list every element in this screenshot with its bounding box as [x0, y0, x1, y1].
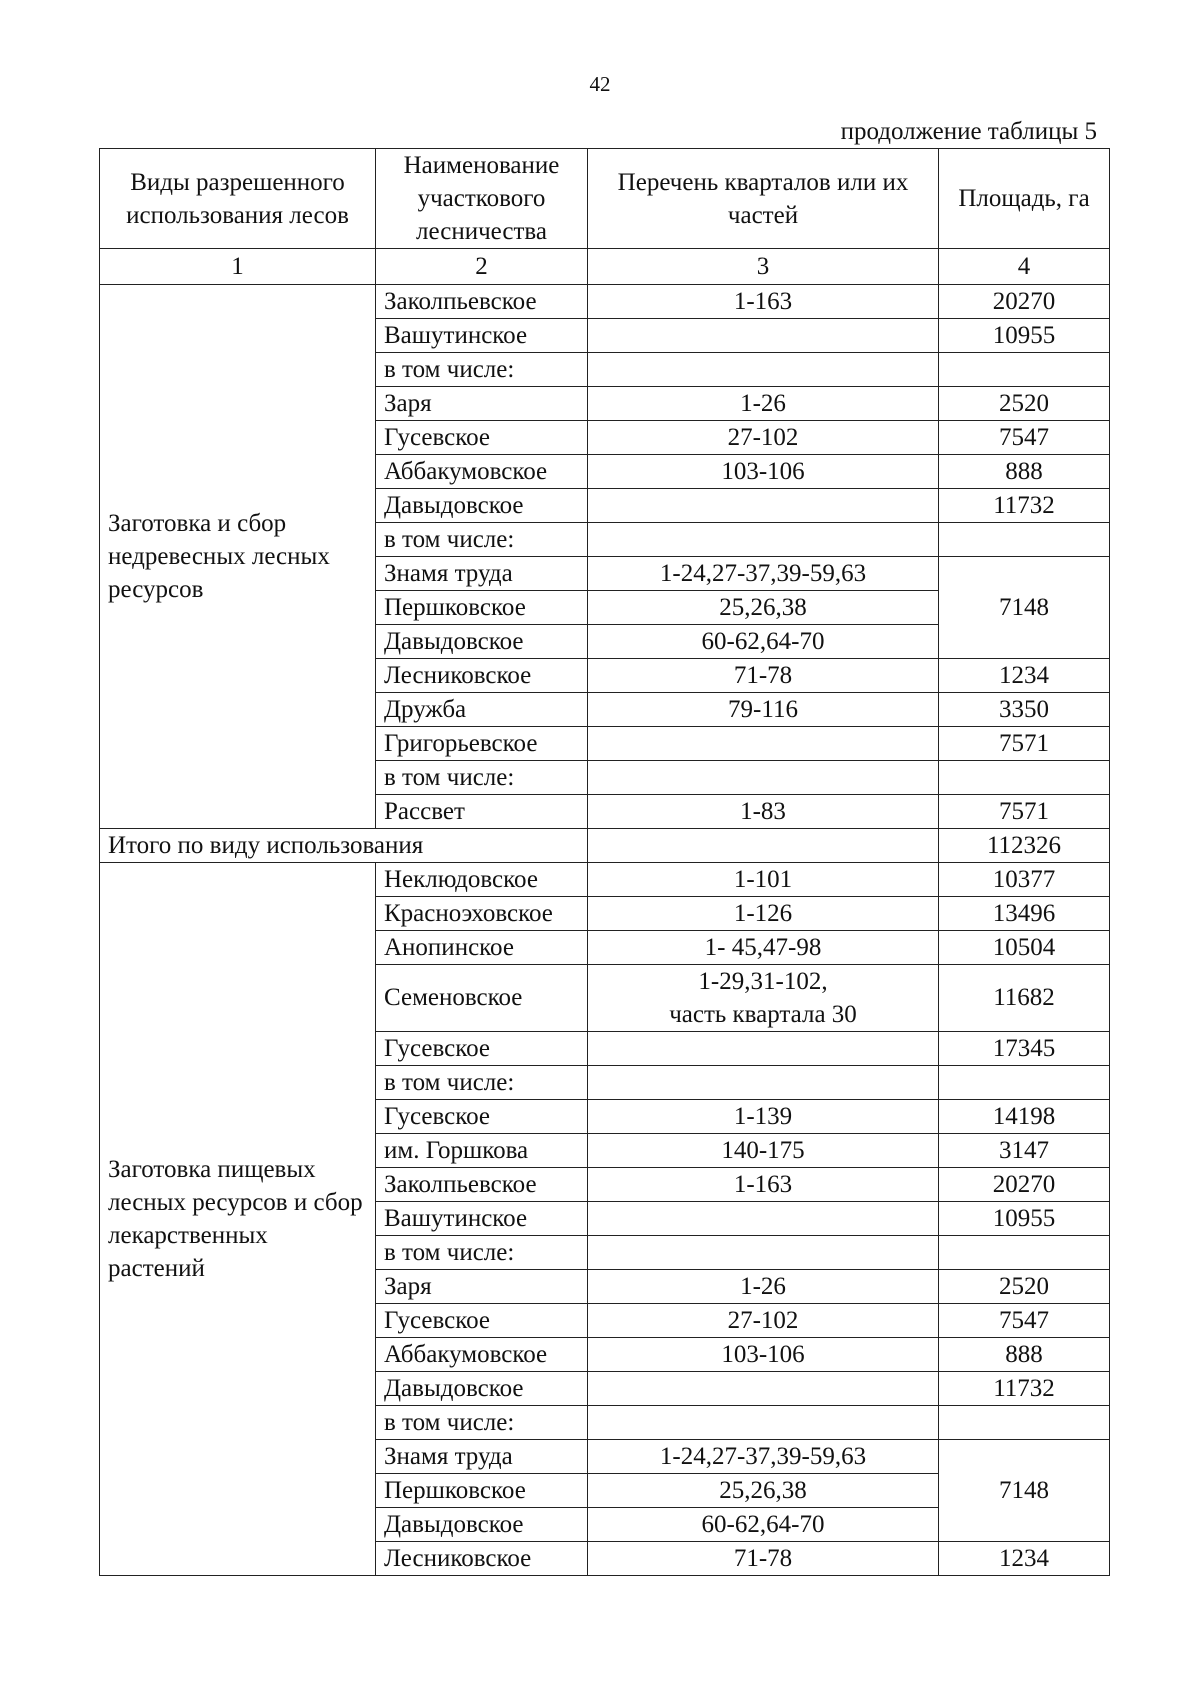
area: 7547 [939, 421, 1110, 455]
forestry-name: в том числе: [376, 1236, 588, 1270]
column-number-row [100, 249, 1110, 285]
forestry-name: Лесниковское [376, 659, 588, 693]
quarters [588, 1202, 939, 1236]
quarters: 25,26,38 [588, 1474, 939, 1508]
quarters-line: часть квартала 30 [669, 1001, 857, 1028]
area: 1234 [939, 1542, 1110, 1576]
forestry-name: им. Горшкова [376, 1134, 588, 1168]
area: 11682 [939, 965, 1110, 1032]
quarters: 1-26 [588, 1270, 939, 1304]
forestry-name: Рассвет [376, 795, 588, 829]
quarters: 1-139 [588, 1100, 939, 1134]
total-row [100, 829, 1110, 863]
forestry-name: Неклюдовское [376, 863, 588, 897]
quarters: 1-26 [588, 387, 939, 421]
quarters [588, 1236, 939, 1270]
forestry-name: Знамя труда [376, 557, 588, 591]
use-type-cell: Заготовка пищевых лесных ресурсов и сбор лекарственных растений [100, 863, 376, 1576]
column-number: 1 [100, 249, 376, 285]
area: 3350 [939, 693, 1110, 727]
quarters: 103-106 [588, 455, 939, 489]
forestry-name: Знамя труда [376, 1440, 588, 1474]
quarters: 79-116 [588, 693, 939, 727]
page-number: 42 [589, 72, 611, 96]
quarters: 1-24,27-37,39-59,63 [588, 557, 939, 591]
quarters [588, 523, 939, 557]
area: 1234 [939, 659, 1110, 693]
quarters [588, 319, 939, 353]
area: 20270 [939, 1168, 1110, 1202]
area: 888 [939, 1338, 1110, 1372]
forestry-name: Вашутинское [376, 1202, 588, 1236]
forestry-name: Першковское [376, 1474, 588, 1508]
area: 2520 [939, 387, 1110, 421]
forestry-name: Красноэховское [376, 897, 588, 931]
forestry-name: Григорьевское [376, 727, 588, 761]
quarters: 1- 45,47-98 [588, 931, 939, 965]
column-number: 4 [939, 249, 1110, 285]
forestry-name: Заря [376, 387, 588, 421]
total-quarters [588, 829, 939, 863]
quarters [588, 353, 939, 387]
forestry-name: Гусевское [376, 1304, 588, 1338]
area: 3147 [939, 1134, 1110, 1168]
forestry-name: Гусевское [376, 421, 588, 455]
quarters [588, 1372, 939, 1406]
quarters: 60-62,64-70 [588, 1508, 939, 1542]
area: 17345 [939, 1032, 1110, 1066]
forestry-name: Аббакумовское [376, 455, 588, 489]
quarters [588, 489, 939, 523]
column-number: 2 [376, 249, 588, 285]
forestry-name: Аббакумовское [376, 1338, 588, 1372]
forestry-name: Семеновское [376, 965, 588, 1032]
quarters [588, 761, 939, 795]
forestry-name: в том числе: [376, 1406, 588, 1440]
forestry-name: в том числе: [376, 353, 588, 387]
forestry-name: в том числе: [376, 761, 588, 795]
forestry-name: Першковское [376, 591, 588, 625]
forestry-name: Заколпьевское [376, 285, 588, 319]
quarters: 1-163 [588, 1168, 939, 1202]
forestry-name: Заря [376, 1270, 588, 1304]
quarters [588, 1032, 939, 1066]
total-area: 112326 [939, 829, 1110, 863]
quarters: 71-78 [588, 1542, 939, 1576]
area [939, 1406, 1110, 1440]
area: 7148 [939, 557, 1110, 659]
area: 7571 [939, 727, 1110, 761]
forestry-name: Вашутинское [376, 319, 588, 353]
forestry-name: Анопинское [376, 931, 588, 965]
header-row [100, 149, 1110, 249]
area: 7571 [939, 795, 1110, 829]
quarters [588, 965, 939, 1032]
table-row [100, 863, 1110, 897]
area: 7148 [939, 1440, 1110, 1542]
total-label: Итого по виду использования [100, 829, 588, 863]
quarters: 103-106 [588, 1338, 939, 1372]
area: 10955 [939, 1202, 1110, 1236]
forestry-name: Давыдовское [376, 625, 588, 659]
area: 14198 [939, 1100, 1110, 1134]
forestry-name: Заколпьевское [376, 1168, 588, 1202]
forestry-name: Давыдовское [376, 489, 588, 523]
quarters [588, 1066, 939, 1100]
table-caption: продолжение таблицы 5 [840, 118, 1097, 145]
quarters: 27-102 [588, 1304, 939, 1338]
forestry-name: Лесниковское [376, 1542, 588, 1576]
area: 13496 [939, 897, 1110, 931]
forestry-name: в том числе: [376, 523, 588, 557]
forestry-name: Давыдовское [376, 1508, 588, 1542]
area [939, 761, 1110, 795]
area: 11732 [939, 1372, 1110, 1406]
area: 888 [939, 455, 1110, 489]
area: 20270 [939, 285, 1110, 319]
forestry-name: Дружба [376, 693, 588, 727]
quarters: 27-102 [588, 421, 939, 455]
table-row [100, 285, 1110, 319]
area [939, 1236, 1110, 1270]
column-number: 3 [588, 249, 939, 285]
header-forestry-name: Наименование участкового лесничества [376, 149, 588, 249]
area: 11732 [939, 489, 1110, 523]
quarters: 71-78 [588, 659, 939, 693]
quarters: 1-126 [588, 897, 939, 931]
area [939, 1066, 1110, 1100]
quarters: 60-62,64-70 [588, 625, 939, 659]
header-use-type: Виды разрешенного использования лесов [100, 149, 376, 249]
quarters [588, 1406, 939, 1440]
forestry-name: Гусевское [376, 1100, 588, 1134]
forestry-name: Давыдовское [376, 1372, 588, 1406]
area: 10377 [939, 863, 1110, 897]
forestry-name: Гусевское [376, 1032, 588, 1066]
quarters: 140-175 [588, 1134, 939, 1168]
area [939, 353, 1110, 387]
quarters: 1-101 [588, 863, 939, 897]
forestry-name: в том числе: [376, 1066, 588, 1100]
forest-use-table [99, 148, 1110, 1576]
quarters: 1-83 [588, 795, 939, 829]
header-quarters: Перечень кварталов или их частей [588, 149, 939, 249]
area: 10504 [939, 931, 1110, 965]
quarters-line: 1-29,31-102, [698, 968, 828, 995]
area: 10955 [939, 319, 1110, 353]
use-type-cell: Заготовка и сбор недревесных лесных ресурсов [100, 285, 376, 829]
area: 2520 [939, 1270, 1110, 1304]
area [939, 523, 1110, 557]
quarters [588, 727, 939, 761]
quarters: 1-163 [588, 285, 939, 319]
area: 7547 [939, 1304, 1110, 1338]
quarters: 1-24,27-37,39-59,63 [588, 1440, 939, 1474]
header-area: Площадь, га [939, 149, 1110, 249]
quarters: 25,26,38 [588, 591, 939, 625]
